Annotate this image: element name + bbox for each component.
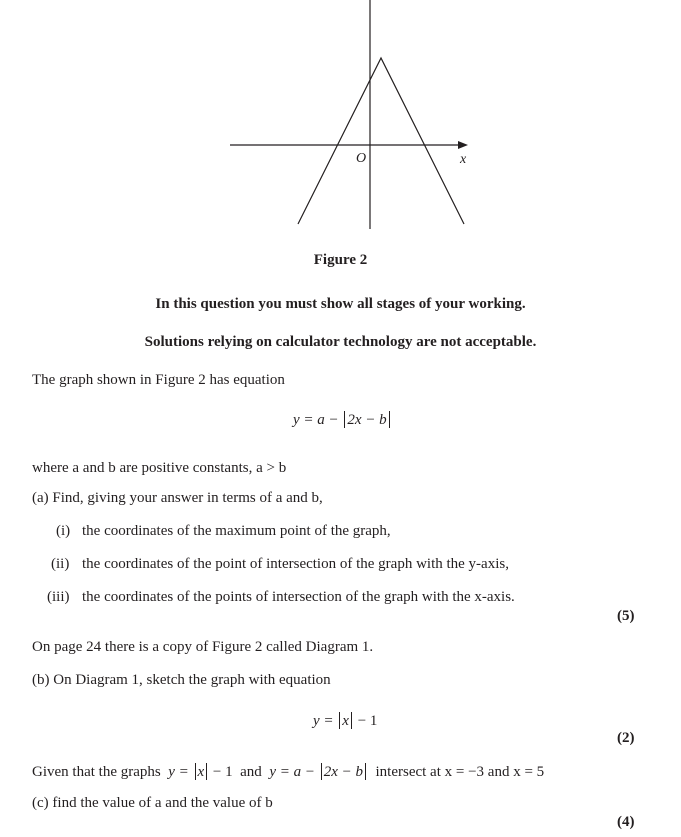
part-a-item-ii-num: (ii) (51, 556, 70, 572)
main-equation-inner: 2x − b (347, 412, 387, 428)
given-graph1-rhs: − 1 (209, 764, 233, 780)
part-a-marks: (5) (617, 608, 635, 624)
part-a-text: Find, giving your answer in terms of a and b, (52, 490, 323, 506)
origin-label: O (356, 151, 367, 166)
part-b-text: On Diagram 1, sketch the graph with equation (53, 672, 331, 688)
part-b-equation (313, 712, 377, 730)
part-c-label: (c) (32, 795, 49, 811)
part-a-item-i-num: (i) (56, 523, 71, 539)
instruction-working: In this question you must show all stages of your working. (155, 296, 526, 312)
x-axis-arrowhead (458, 141, 468, 149)
part-b-equation-inner: x (342, 713, 349, 729)
part-b-marks: (2) (617, 730, 635, 746)
part-b (32, 672, 331, 689)
part-a (32, 490, 323, 507)
figure-2-graph (0, 0, 681, 240)
intro-text: The graph shown in Figure 2 has equation (32, 372, 285, 388)
given-graph2-inner: 2x − b (323, 764, 363, 780)
figure-caption: Figure 2 (313, 252, 368, 268)
graph-curve (298, 58, 464, 224)
constants-text: where a and b are positive constants, a > b (32, 460, 287, 476)
part-c (32, 795, 273, 812)
part-b-equation-lhs: y = (313, 713, 338, 729)
given-suffix: intersect at x = −3 and x = 5 (375, 764, 545, 780)
part-b-label: (b) (32, 672, 50, 688)
page-note: On page 24 there is a copy of Figure 2 called Diagram 1. (32, 639, 374, 655)
given-prefix: Given that the graphs (32, 764, 161, 780)
given-graph1-lhs: y = (168, 764, 193, 780)
given-and: and (240, 764, 262, 780)
x-axis-label: x (460, 152, 467, 167)
main-equation (293, 411, 392, 429)
part-a-label: (a) (32, 490, 49, 506)
part-b-equation-rhs: − 1 (353, 713, 378, 729)
part-a-item-iii-text: the coordinates of the points of intersection of the graph with the x-axis. (82, 589, 515, 605)
part-c-text: find the value of a and the value of b (52, 795, 273, 811)
part-a-item-i-text: the coordinates of the maximum point of the graph, (82, 523, 391, 539)
given-line (32, 763, 544, 781)
part-a-item-ii-text: the coordinates of the point of intersection of the graph with the y-axis, (82, 556, 509, 572)
main-equation-lhs: y = a − (293, 412, 343, 428)
given-graph1-inner: x (197, 764, 205, 780)
part-a-item-iii-num: (iii) (47, 589, 70, 605)
instruction-calculator: Solutions relying on calculator technology are not acceptable. (144, 334, 537, 350)
part-c-marks: (4) (617, 814, 635, 830)
given-graph2-lhs: y = a − (269, 764, 319, 780)
